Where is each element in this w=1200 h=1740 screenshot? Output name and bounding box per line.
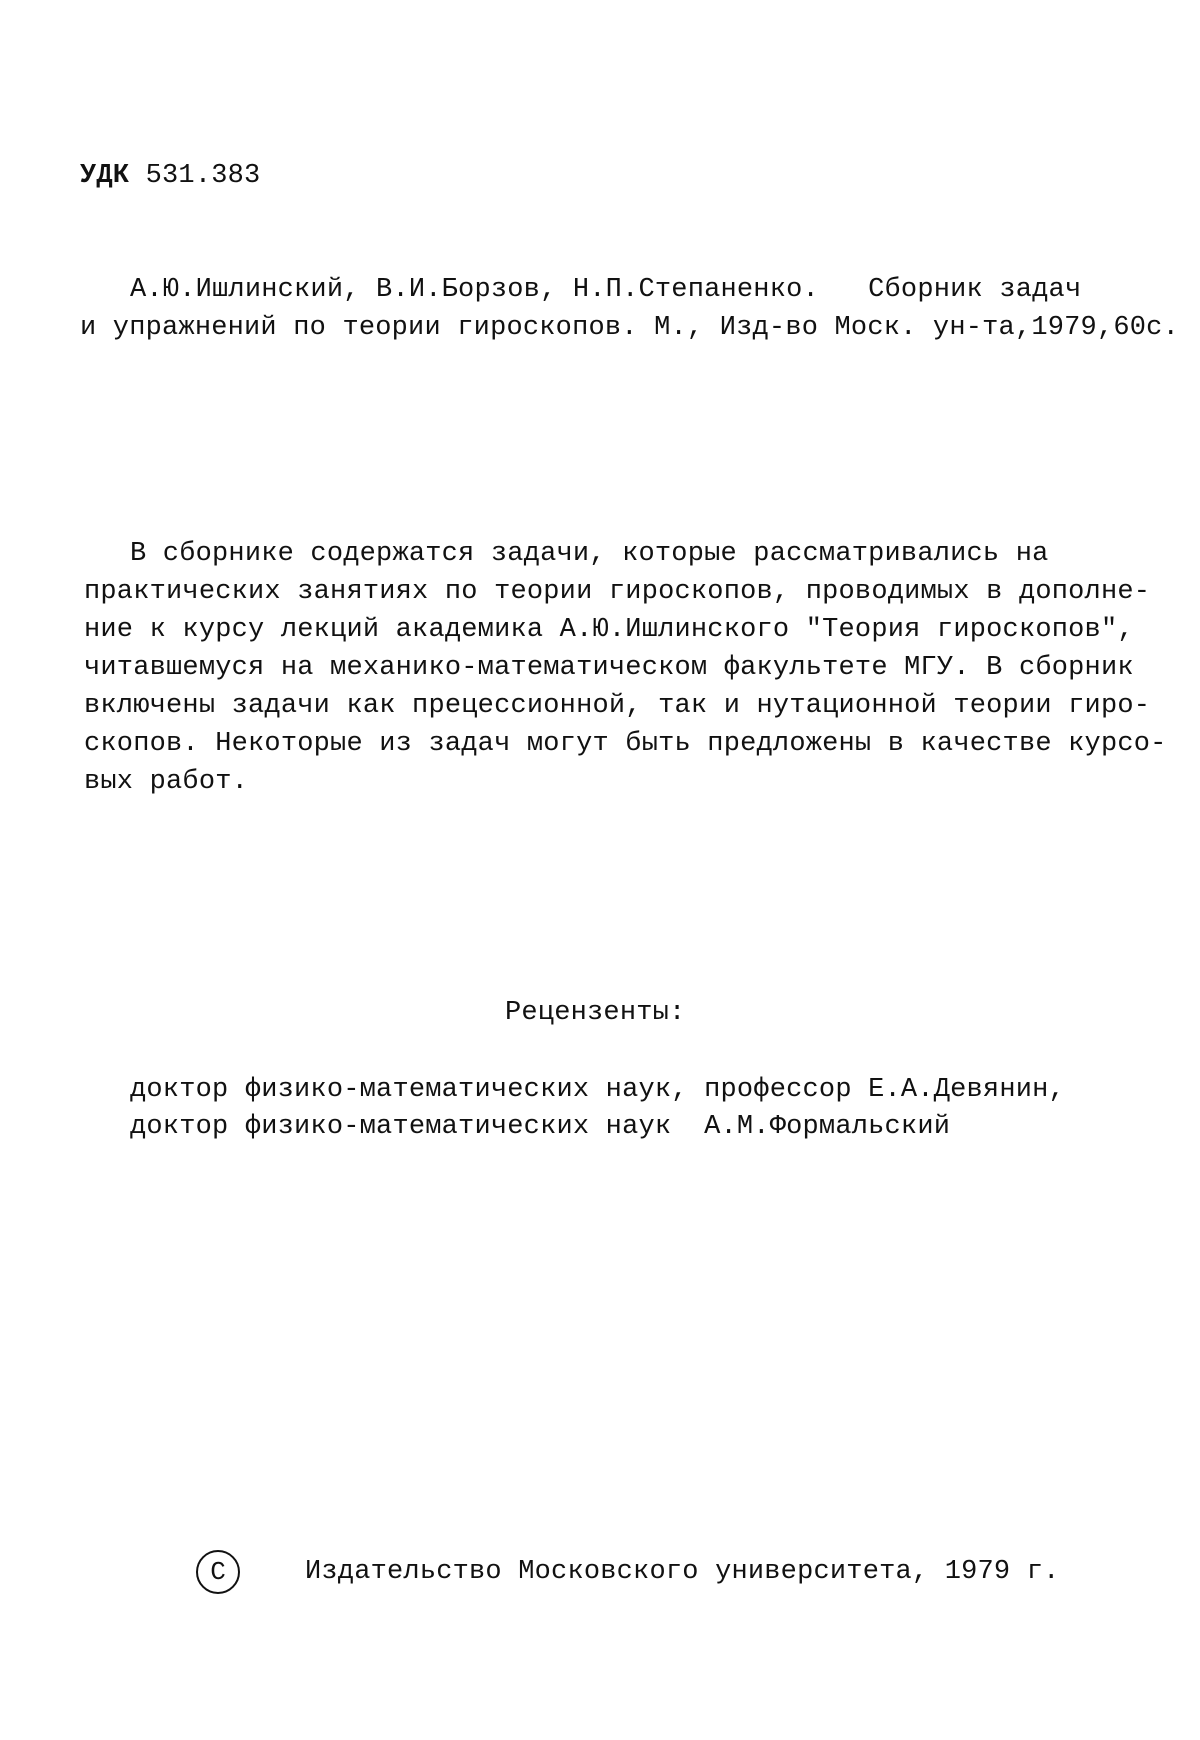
abstract-line: практических занятиях по теории гироскопов, проводимых в дополне- — [84, 577, 1151, 607]
abstract-line: включены задачи как прецессионной, так и нутационной теории гиро- — [84, 691, 1151, 721]
copyright-text: Издательство Московского университета, 1979 г. — [305, 1557, 1060, 1587]
citation-line-1: А.Ю.Ишлинский, В.И.Борзов, Н.П.Степаненко. Сборник задач — [130, 275, 1082, 305]
udc-code: 531.383 — [145, 161, 261, 191]
reviewer-line-1: доктор физико-математических наук, профессор Е.А.Девянин, — [130, 1075, 1065, 1105]
abstract-line: В сборнике содержатся задачи, которые рассматривались на — [130, 539, 1049, 569]
abstract-line: ние к курсу лекций академика А.Ю.Ишлинского "Теория гироскопов", — [84, 615, 1134, 645]
abstract-line: вых работ. — [84, 767, 249, 797]
abstract-line: скопов. Некоторые из задач могут быть предложены в качестве курсо- — [84, 729, 1167, 759]
abstract-line: читавшемуся на механико-математическом факультете МГУ. В сборник — [84, 653, 1134, 683]
reviewer-line-2: доктор физико-математических наук А.М.Формальский — [130, 1112, 951, 1142]
udc-label: УДК — [80, 161, 130, 191]
copyright-icon: С — [196, 1550, 240, 1594]
reviewers-heading: Рецензенты: — [505, 998, 686, 1028]
citation-line-2: и упражнений по теории гироскопов. М., Изд-во Моск. ун-та,1979,60с. — [80, 313, 1179, 343]
udc-line — [80, 158, 260, 194]
